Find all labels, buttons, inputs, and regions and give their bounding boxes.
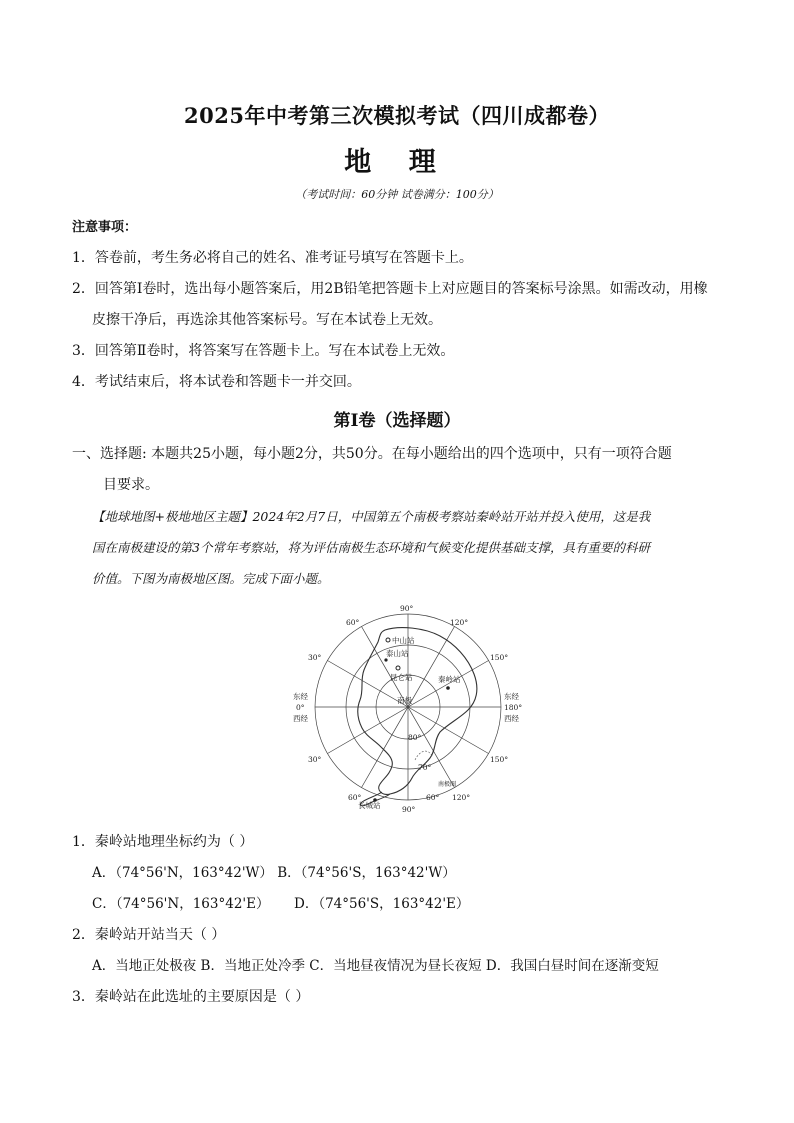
notice-item: 1．答卷前，考生务必将自己的姓名、准考证号填写在答题卡上。 [72, 250, 473, 266]
map-label: 中山站 [392, 636, 415, 645]
question-options: A．当地正处极夜 B．当地正处冷季 C．当地昼夜情况为昼长夜短 D．我国白昼时间在逐渐变短 [92, 958, 659, 974]
map-label: 东经 [293, 692, 308, 701]
question-stem: 2．秦岭站开站当天（ ） [72, 927, 226, 943]
map-label: 180° [504, 703, 523, 712]
section-title: 第Ⅰ卷（选择题） [333, 411, 461, 431]
map-label: 秦岭站 [438, 675, 461, 684]
map-label: 120° [450, 618, 469, 627]
map-label: 南极圈 [438, 781, 457, 788]
subject-title: 地 理 [344, 147, 450, 178]
map-label: 90° [402, 805, 416, 814]
exam-info: （考试时间：60分钟 试卷满分：100分） [295, 188, 499, 201]
map-label: 150° [490, 653, 509, 662]
map-label: 60° [426, 793, 440, 802]
question-stem: 3．秦岭站在此选址的主要原因是（ ） [72, 989, 310, 1005]
kunlun-station-marker [396, 666, 400, 670]
qinling-station-marker [446, 686, 450, 690]
intro-text: 【地球地图+极地地区主题】2024年2月7日，中国第五个南极考察站秦岭站开站并投入使用，这是我 [92, 509, 651, 524]
intro-text: 价值。下图为南极地区图。完成下面小题。 [92, 571, 330, 586]
notice-heading: 注意事项： [72, 220, 138, 235]
zhongshan-station-marker [386, 638, 390, 642]
section-instructions-continued: 目要求。 [103, 477, 159, 493]
antarctica-map [290, 600, 530, 815]
map-label: 昆仑站 [390, 673, 413, 682]
notice-item: 2．回答第Ⅰ卷时，选出每小题答案后，用2B铅笔把答题卡上对应题目的答案标号涂黑。如需改动，用橡 [72, 281, 708, 297]
intro-text: 国在南极建设的第3个常年考察站，将为评估南极生态环境和气候变化提供基础支撑，具有重要的科研 [92, 540, 650, 555]
map-label: 长城站 [358, 801, 381, 810]
notice-item-continued: 皮擦干净后，再选涂其他答案标号。写在本试卷上无效。 [92, 312, 442, 328]
map-label: 60° [348, 793, 362, 802]
map-label: 泰山站 [386, 649, 409, 658]
map-label: 西经 [504, 714, 519, 723]
question-options: A．（74°56'N，163°42'W） B．（74°56'S，163°42'W） [92, 865, 456, 881]
map-label: 0° [296, 703, 305, 712]
map-label: 60° [346, 618, 360, 627]
question-option: C．（74°56'N，163°42'E） [92, 896, 270, 912]
map-label: 东经 [504, 692, 519, 701]
taishan-station-marker [384, 658, 387, 661]
map-label: 120° [452, 793, 471, 802]
map-label: 南极 [397, 696, 412, 705]
notice-item: 3．回答第Ⅱ卷时，将答案写在答题卡上。写在本试卷上无效。 [72, 343, 455, 359]
map-label: 70° [418, 763, 432, 772]
map-label: 30° [308, 653, 322, 662]
map-label: 150° [490, 755, 509, 764]
exam-title: 2025年中考第三次模拟考试（四川成都卷） [184, 103, 610, 128]
map-label: 80° [408, 733, 422, 742]
notice-item: 4．考试结束后，将本试卷和答题卡一并交回。 [72, 374, 361, 390]
question-option: D．（74°56'S，163°42'E） [294, 896, 470, 912]
map-label: 西经 [293, 714, 308, 723]
section-instructions: 一、选择题: 本题共25小题，每小题2分，共50分。在每小题给出的四个选项中，只有一项符合题 [72, 446, 672, 462]
map-label: 30° [308, 755, 322, 764]
map-label: 90° [400, 604, 414, 613]
question-stem: 1．秦岭站地理坐标约为（ ） [72, 834, 254, 850]
